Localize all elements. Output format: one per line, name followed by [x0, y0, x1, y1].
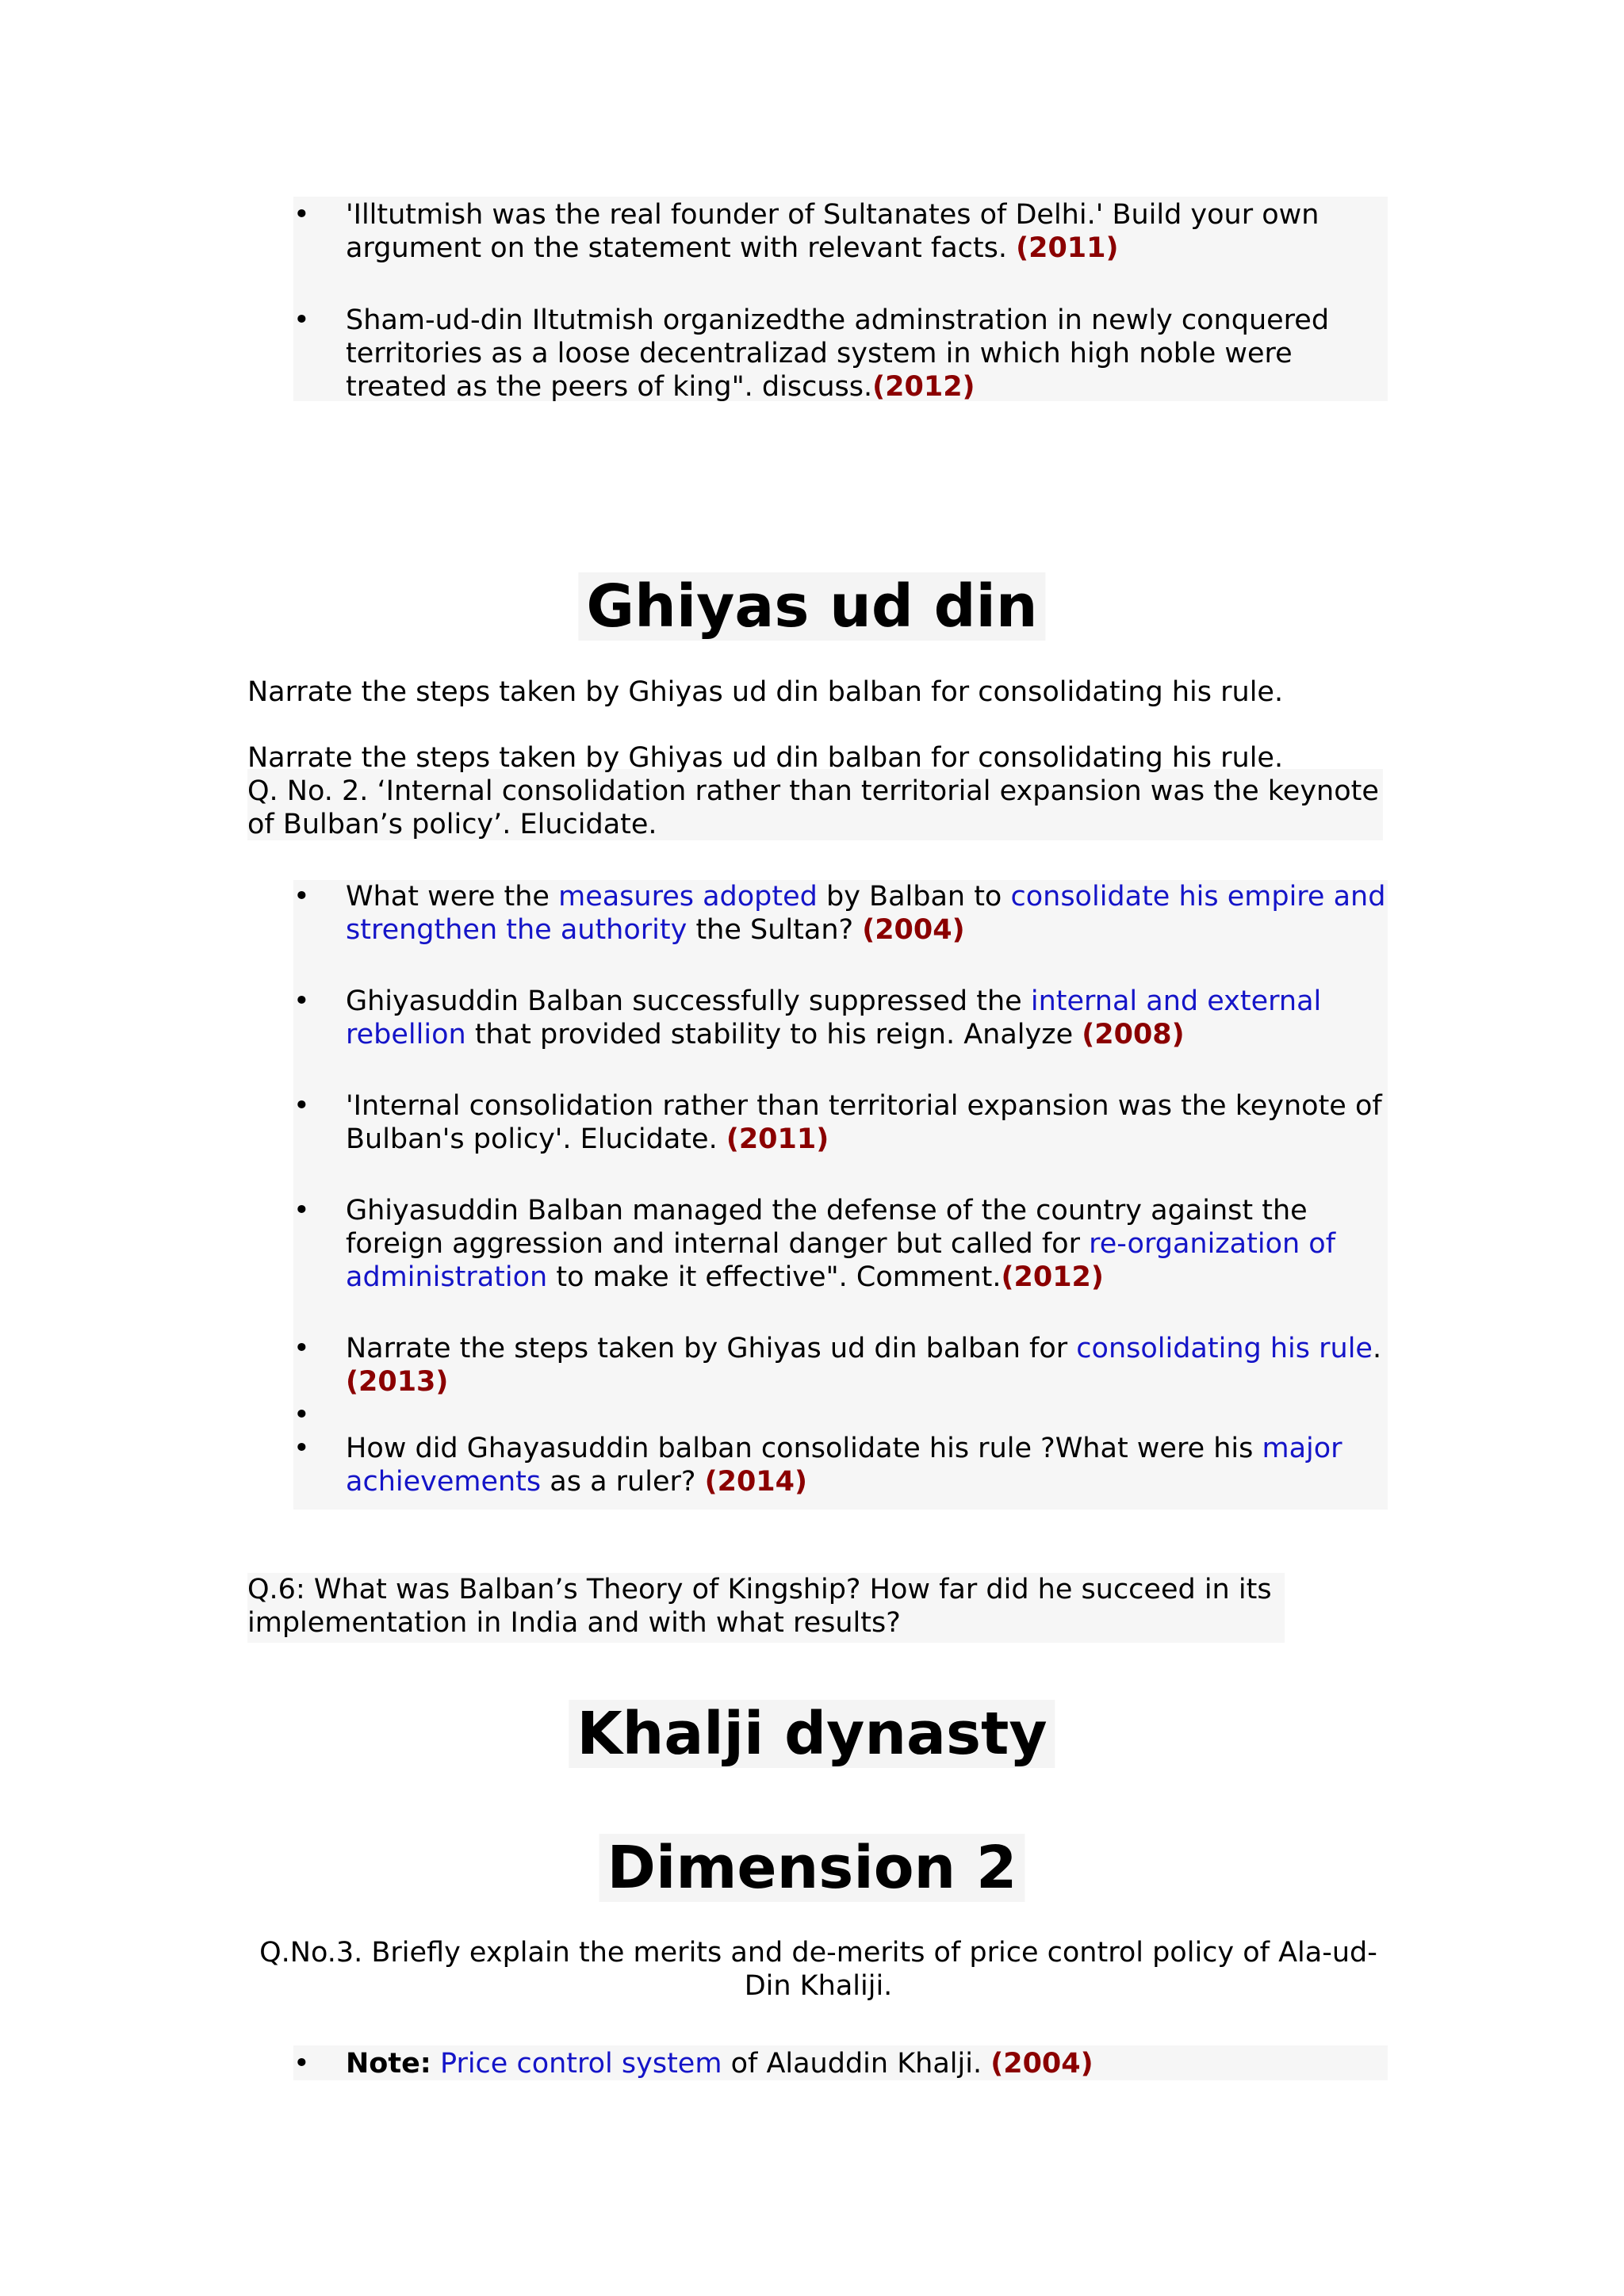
link[interactable]: re-organization of administration	[346, 1228, 1336, 1293]
bullet: •	[293, 1195, 310, 1226]
bullet: •	[293, 985, 310, 1017]
paragraph: Narrate the steps taken by Ghiyas ud din balban for consolidating his rule.	[247, 676, 1284, 708]
list-item-text: Narrate the steps taken by Ghiyas ud din balban for consolidating his rule. (2013)	[346, 1333, 1382, 1398]
bullet: •	[293, 199, 310, 231]
bullet: •	[293, 304, 310, 336]
heading-ghiyas-ud-din: Ghiyas ud din	[578, 572, 1045, 641]
list-khalji	[293, 2047, 1388, 2080]
list-item-text: 'Illtutmish was the real founder of Sultanates of Delhi.' Build your own argument on the statement with relevant facts. (2011)	[346, 199, 1320, 264]
empty-list-item	[293, 1399, 1388, 1432]
list-item-text: How did Ghayasuddin balban consolidate his rule ?What were his major achievements as a ruler? (2014)	[346, 1433, 1342, 1498]
list-item-text: Ghiyasuddin Balban successfully suppressed the internal and external rebellion that provided stability to his reign. Analyze (2008)	[346, 985, 1322, 1050]
list-item	[293, 1332, 1388, 1399]
list-item	[293, 1432, 1388, 1498]
link[interactable]: Price control system	[439, 2048, 722, 2080]
bullet: •	[293, 1433, 310, 1464]
question-paragraph: Q.6: What was Balban’s Theory of Kingship? How far did he succeed in its implementation in India and with what results?	[247, 1574, 1272, 1639]
link[interactable]: consolidating his rule	[1076, 1333, 1373, 1364]
question-paragraph: Q.No.3. Briefly explain the merits and de-merits of price control policy of Ala-ud-Din Khaliji.	[259, 1937, 1377, 2002]
list-item-text: Note: Price control system of Alauddin Khalji. (2004)	[346, 2048, 1094, 2080]
link[interactable]: consolidate his empire and strengthen the authority	[346, 881, 1386, 946]
heading-khalji-dynasty: Khalji dynasty	[569, 1700, 1055, 1768]
list-item-text: Sham-ud-din Iltutmish organizedthe adminstration in newly conquered territories as a loose decentralizad system in which high noble were treated as the peers of king". discuss.(2012)	[346, 304, 1330, 403]
list-item-text: What were the measures adopted by Balban to consolidate his empire and strengthen the authority the Sultan? (2004)	[346, 881, 1386, 946]
paragraph: Narrate the steps taken by Ghiyas ud din balban for consolidating his rule.	[247, 742, 1284, 774]
list-item-text: Ghiyasuddin Balban managed the defense of the country against the foreign aggression and internal danger but called for re-organization of administration to make it effective". Comment.(2012)	[346, 1195, 1336, 1293]
list-iltutmish	[293, 198, 1388, 404]
list-item	[293, 304, 1388, 404]
question-paragraph: Q. No. 2. ‘Internal consolidation rather than territorial expansion was the keynote of Bulban’s policy’. Elucidate.	[247, 775, 1379, 840]
bullet: •	[293, 1399, 310, 1431]
list-balban	[293, 880, 1388, 1498]
list-item	[293, 198, 1388, 265]
list-item	[293, 1089, 1388, 1156]
heading-dimension-2: Dimension 2	[599, 1834, 1025, 1902]
bullet: •	[293, 881, 310, 913]
list-item-text: 'Internal consolidation rather than territorial expansion was the keynote of Bulban's policy'. Elucidate. (2011)	[346, 1090, 1382, 1155]
bullet: •	[293, 1333, 310, 1364]
list-item	[293, 1194, 1388, 1294]
link[interactable]: internal and external rebellion	[346, 985, 1322, 1050]
list-item	[293, 880, 1388, 947]
bullet: •	[293, 1090, 310, 1122]
link[interactable]: measures adopted	[558, 881, 818, 913]
list-item	[293, 985, 1388, 1051]
list-item	[293, 2047, 1388, 2080]
link[interactable]: major achievements	[346, 1433, 1342, 1498]
bullet: •	[293, 2048, 310, 2080]
